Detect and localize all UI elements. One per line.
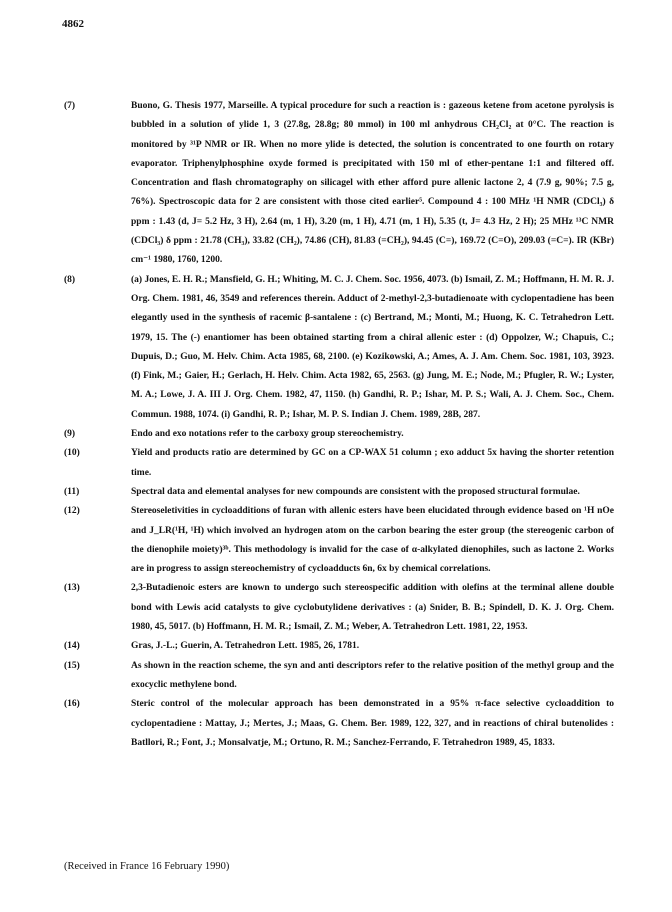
received-date-note: (Received in France 16 February 1990)	[64, 861, 230, 872]
reference-text: Gras, J.-L.; Guerin, A. Tetrahedron Lett. 1985, 26, 1781.	[131, 641, 360, 652]
reference-item	[64, 502, 614, 579]
reference-item	[64, 425, 614, 444]
reference-item	[64, 637, 614, 656]
reference-number: (9)	[64, 429, 76, 440]
reference-item	[64, 579, 614, 637]
reference-number: (14)	[64, 641, 80, 652]
reference-text: Spectral data and elemental analyses for new compounds are consistent with the proposed structural formulae.	[131, 486, 580, 497]
reference-item	[64, 97, 614, 271]
reference-number: (11)	[64, 486, 80, 497]
reference-text: 2,3-Butadienoic esters are known to undergo such stereospecific addition with olefins at the terminal allene double bond with Lewis acid catalysts to give cyclobutylidene derivatives : (a) Snider, B. B.; Spindell, D. K. J. Org. Chem. 1980, 45, 5017. (b) Hoffmann, H. M. R.; Ismail, Z. M.; Weber, A. Tetrahedron Lett. 1981, 22, 1953.	[131, 583, 614, 633]
reference-text: Yield and products ratio are determined by GC on a CP-WAX 51 column ; exo adduct 5x having the shorter retention time.	[131, 448, 614, 478]
reference-number: (8)	[64, 274, 76, 285]
reference-item	[64, 695, 614, 753]
reference-text: Buono, G. Thesis 1977, Marseille. A typical procedure for such a reaction is : gazeous ketene from acetone pyrolysis is bubbled in a solution of ylide 1, 3 (27.8g, 28.8g; 80 mmol) in 100 ml anhydrous CH₂Cl₂ at 0°C. The reaction is monitored by ³¹P NMR or IR. When no more ylide is detected, the solution is concentrated to one fourth on rotary evaporator. Triphenylphosphine oxyde formed is precipitated with 150 ml of ether-pentane 1:1 and filtered off. Concentration and flash chromatography on silicagel with ether afford pure allenic lactone 2, 4 (7.9 g, 90%; 7.5 g, 76%). Spectroscopic data for 2 are consistent with those cited earlier⁵. Compound 4 : 100 MHz ¹H NMR (CDCl₃) δ ppm : 1.43 (d, J= 5.2 Hz, 3 H), 2.64 (m, 1 H), 3.20 (m, 1 H), 4.71 (m, 1 H), 5.35 (t, J= 4.3 Hz, 2 H); 25 MHz ¹³C NMR (CDCl₃) δ ppm : 21.78 (CH₃), 33.82 (CH₂), 74.86 (CH), 81.83 (=CH₂), 94.45 (C=), 169.72 (C=O), 209.03 (=C=). IR (KBr) cm⁻¹ 1980, 1760, 1200.	[131, 101, 614, 266]
reference-number: (15)	[64, 660, 80, 671]
reference-text: As shown in the reaction scheme, the syn and anti descriptors refer to the relative position of the methyl group and the exocyclic methylene bond.	[131, 660, 614, 690]
reference-number: (10)	[64, 448, 80, 459]
reference-number: (16)	[64, 699, 80, 710]
reference-number: (7)	[64, 101, 76, 111]
reference-text: (a) Jones, E. H. R.; Mansfield, G. H.; Whiting, M. C. J. Chem. Soc. 1956, 4073. (b) Ismail, Z. M.; Hoffmann, H. M. R. J. Org. Chem. 1981, 46, 3549 and references therein. Adduct of 2-methyl-2,3-butadienoate with cyclopentadiene has been elegantly used in the synthesis of racemic β-santalene : (c) Bertrand, M.; Monti, M.; Huong, K. C. Tetrahedron Lett. 1979, 15. The (-) enantiomer has been obtained starting from a chiral allenic ester : (d) Oppolzer, W.; Chapuis, C.; Dupuis, D.; Guo, M. Helv. Chim. Acta 1985, 68, 2100. (e) Kozikowski, A.; Ames, A. J. Am. Chem. Soc. 1981, 103, 3923. (f) Fink, M.; Gaier, H.; Gerlach, H. Helv. Chim. Acta 1982, 65, 2563. (g) Jung, M. E.; Node, M.; Pfugler, R. W.; Lyster, M. A.; Lowe, J. A. III J. Org. Chem. 1982, 47, 1150. (h) Gandhi, R. P.; Ishar, M. P. S.; Wali, A. J. Chem. Soc., Chem. Commun. 1988, 1074. (i) Gandhi, R. P.; Ishar, M. P. S. Indian J. Chem. 1989, 28B, 287.	[131, 274, 614, 420]
reference-text: Steric control of the molecular approach has been demonstrated in a 95% π-face selective cycloaddition to cyclopentadiene : Mattay, J.; Mertes, J.; Maas, G. Chem. Ber. 1989, 122, 327, and in reactions of chiral butenolides : Batllori, R.; Font, J.; Monsalvatje, M.; Ortuno, R. M.; Sanchez-Ferrando, F. Tetrahedron 1989, 45, 1833.	[131, 699, 614, 748]
reference-item	[64, 657, 614, 696]
reference-item	[64, 271, 614, 425]
reference-number: (12)	[64, 506, 80, 517]
reference-item	[64, 483, 614, 502]
reference-text: Stereoseletivities in cycloadditions of furan with allenic esters have been elucidated through evidence based on ¹H nOe and J_LR(¹H, ¹H) which involved an hydrogen atom on the carbon bearing the ester group (the stereogenic carbon of the dienophile moiety)³ᵇ. This methodology is invalid for the case of α-alkylated dienophiles, such as lactone 2. Works are in progress to assign stereochemistry of cycloadducts 6n, 6x by chemical correlations.	[131, 506, 614, 575]
references-list	[64, 97, 614, 753]
reference-text: Endo and exo notations refer to the carboxy group stereochemistry.	[131, 429, 404, 440]
page-number: 4862	[62, 18, 84, 30]
reference-item	[64, 444, 614, 483]
reference-number: (13)	[64, 583, 80, 594]
